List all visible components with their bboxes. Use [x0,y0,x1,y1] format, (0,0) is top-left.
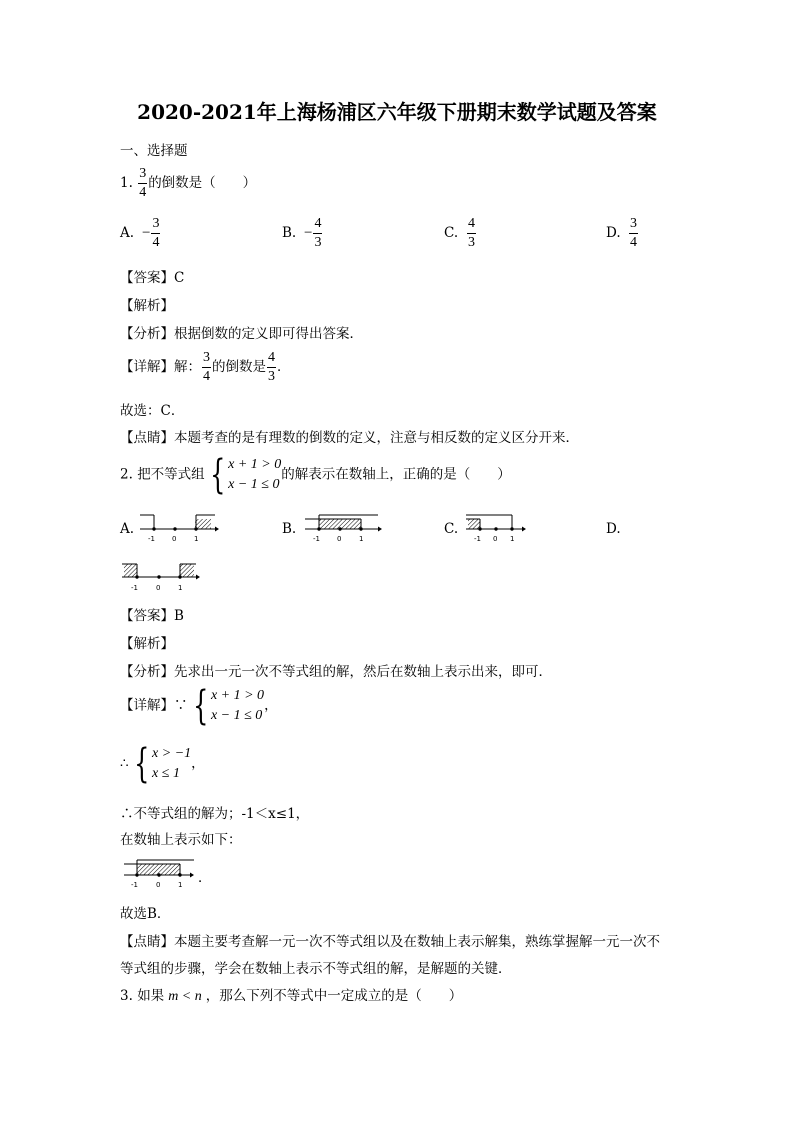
svg-text:1: 1 [510,535,515,543]
question-number: 3. [120,988,133,1004]
number-line-b [305,515,382,543]
svg-text:1: 1 [194,535,199,543]
section-heading: 一、选择题 [120,143,188,159]
svg-text:-1: -1 [474,535,481,543]
fenxi-1: 【分析】根据倒数的定义即可得出答案． [120,326,363,342]
option-c[interactable]: C. $\frac{4}{3}$ [444,216,475,250]
svg-text:0: 0 [337,535,342,543]
solution-2: ∴不等式组的解为；-1＜x≤1， [120,806,310,822]
page-title: 2020-2021年上海杨浦区六年级下册期末数学试题及答案 [137,100,657,124]
number-line-solution [124,860,194,889]
svg-text:-1: -1 [148,535,155,543]
svg-text:1: 1 [178,584,183,592]
option-d[interactable]: D. [606,521,621,537]
answer-2: 【答案】B [120,608,184,624]
svg-text:-1: -1 [131,881,138,889]
option-b[interactable]: B. − $\frac{4}{3}$ [282,216,322,250]
svg-text:0: 0 [156,881,161,889]
question-2: 2. 把不等式组 { x + 1 > 0 x − 1 ≤ 0 的解表示在数轴上，正确的是（ ） [120,452,511,498]
comment-1: 【点睛】本题考查的是有理数的倒数的定义，注意与相反数的定义区分开来． [120,430,579,446]
option-b[interactable]: B. [282,521,297,537]
number-line-a [140,515,219,543]
brace-icon: { [192,683,208,729]
jiexi-1: 【解析】 [120,298,174,314]
option-c[interactable]: C. [444,521,459,537]
comment-2b: 等式组的步骤，学会在数轴上表示不等式组的解，是解题的关键． [120,961,512,977]
number-line-c [466,515,526,543]
question-number: 2. [120,466,133,483]
therefore-2: ∴ { x > −1 x ≤ 1 ， [120,741,205,787]
detail-2: 【详解】∵ { x + 1 > 0 x − 1 ≤ 0 ， [120,683,278,729]
choose-2: 故选B． [120,906,171,922]
option-d[interactable]: D. $\frac{3}{4}$ [606,216,637,250]
question-3: 3. 如果 m < n ，那么下列不等式中一定成立的是（ ） [120,988,463,1004]
detail-1: 【详解】解： $\frac{3}{4}$ 的倒数是 $\frac{4}{3}$ ． [120,350,291,384]
show-2: 在数轴上表示如下： [120,832,242,848]
answer-1: 【答案】C [120,270,185,286]
fenxi-2: 【分析】先求出一元一次不等式组的解，然后在数轴上表示出来，即可． [120,664,552,680]
svg-text:1: 1 [359,535,364,543]
brace-icon: { [133,741,149,787]
svg-text:0: 0 [172,535,177,543]
period: ． [198,870,212,886]
number-line-d [122,564,200,592]
svg-text:0: 0 [156,584,161,592]
brace-icon: { [209,452,226,498]
option-a[interactable]: A. − $\frac{3}{4}$ [120,216,160,250]
fraction: $\frac{3}{4}$ [139,166,147,200]
svg-text:1: 1 [178,881,183,889]
jiexi-2: 【解析】 [120,636,174,652]
question-number: 1. [120,175,133,191]
option-a[interactable]: A. [120,521,135,537]
svg-text:0: 0 [493,535,498,543]
question-text: 的倒数是（ ） [148,175,257,191]
comment-2a: 【点睛】本题主要考查解一元一次不等式组以及在数轴上表示解集，熟练掌握解一元一次不 [120,934,660,950]
choose-1: 故选：C． [120,403,185,419]
svg-text:-1: -1 [131,584,138,592]
svg-text:-1: -1 [313,535,320,543]
